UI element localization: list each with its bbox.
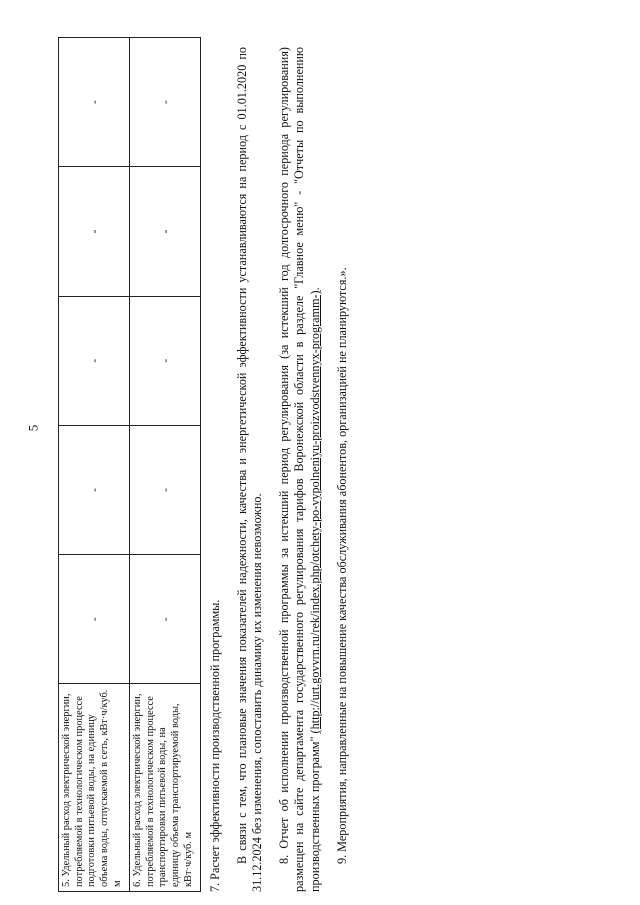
report-link[interactable]: (http://urt.govvrn.ru/rek/index.php/otchety-po-vypolneniyu-proizvodstvennyx-programm-) [308, 290, 323, 734]
table-cell-label: 6. Удельный расход электрической энергии, потребляемой в технологическом процессе транспортировки питьевой воды, на единицу объема транспортируемой воды, кВт·ч/куб. м [130, 684, 201, 892]
section-8 [277, 47, 324, 892]
table-cell-value: - [130, 296, 201, 425]
table-cell-value: - [59, 167, 130, 296]
table-row [59, 38, 130, 892]
table-row [130, 38, 201, 892]
table-cell-value: - [130, 38, 201, 167]
section-9: 9. Мероприятия, направленные на повышение качества обслуживания абонентов, организацией не планируются.». [334, 267, 349, 864]
section-8-text: 8. Отчет об исполнении производственной программы за истекший период регулирования (за истекший год долгосрочного периода регулирования) размещен на сайте департамента государственного регулирования тарифов Воронежской области в разделе "Главное меню" - "Отчеты по выполнению производственных программ" [276, 47, 323, 892]
table-cell-value: - [130, 555, 201, 684]
table-cell-label: 5. Удельный расход электрической энергии, потребляемой в технологическом процессе подготовки питьевой воды, на единицу объема воды, отпускаемой в сеть, кВт·ч/куб. м [59, 684, 130, 892]
table-cell-value: - [130, 167, 201, 296]
metrics-table [58, 37, 201, 892]
rotated-content [58, 32, 478, 892]
table-cell-value: - [59, 425, 130, 554]
table-cell-value: - [59, 296, 130, 425]
page-number: 5 [25, 424, 41, 432]
table-cell-value: - [130, 425, 201, 554]
body-text [208, 47, 361, 892]
table-cell-value: - [59, 38, 130, 167]
table-cell-value: - [59, 555, 130, 684]
section-8-end: . [308, 287, 323, 291]
section-7-body: В связи с тем, что плановые значения показателей надежности, качества и энергетической эффективности устанавливаются на период с 01.01.2020 по 31.12.2024 без изменения, сопоставить динамику их изменения невозможно. [234, 47, 265, 892]
section-7-heading: 7. Расчет эффективности производственной программы. [208, 599, 222, 892]
